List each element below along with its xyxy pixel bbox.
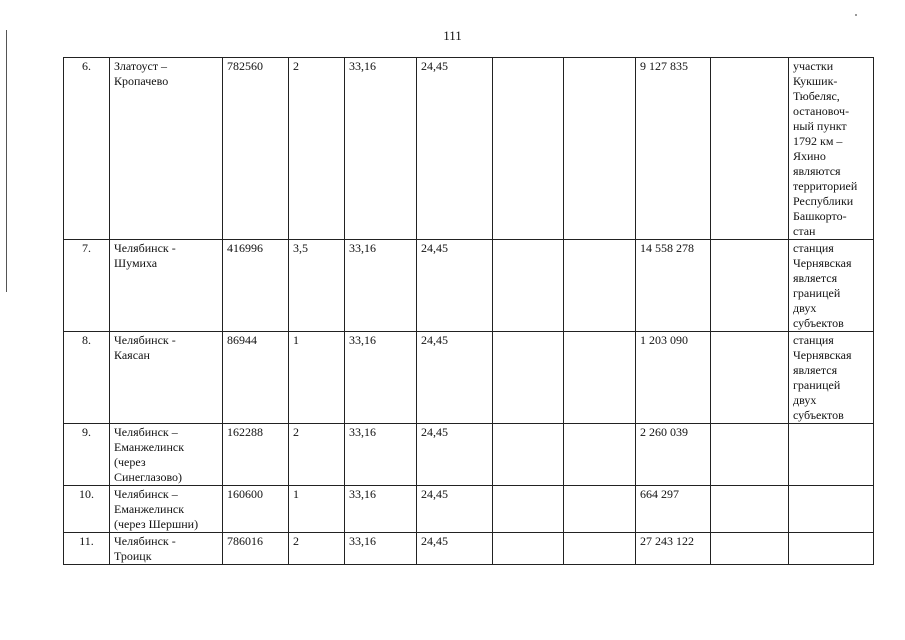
empty-cell bbox=[493, 332, 564, 424]
scan-mark bbox=[855, 14, 857, 16]
route-cell: Челябинск – Еманжелинск (через Шершни) bbox=[110, 486, 223, 533]
empty-cell bbox=[493, 240, 564, 332]
note-cell bbox=[789, 486, 874, 533]
table-row bbox=[64, 533, 874, 565]
amount-cell: 9 127 835 bbox=[636, 58, 711, 240]
distance-cell: 162288 bbox=[223, 424, 289, 486]
row-number-cell: 8. bbox=[64, 332, 110, 424]
factor-cell: 1 bbox=[289, 332, 345, 424]
amount-cell: 14 558 278 bbox=[636, 240, 711, 332]
empty-cell bbox=[564, 424, 636, 486]
factor-cell: 3,5 bbox=[289, 240, 345, 332]
page-number: 111 bbox=[443, 28, 462, 43]
amount-cell: 2 260 039 bbox=[636, 424, 711, 486]
rate2-cell: 24,45 bbox=[417, 240, 493, 332]
table-row bbox=[64, 486, 874, 533]
factor-cell: 2 bbox=[289, 533, 345, 565]
empty-cell bbox=[711, 486, 789, 533]
factor-cell: 2 bbox=[289, 424, 345, 486]
rate1-cell: 33,16 bbox=[345, 486, 417, 533]
note-cell bbox=[789, 533, 874, 565]
rate2-cell: 24,45 bbox=[417, 486, 493, 533]
route-cell: Челябинск - Троицк bbox=[110, 533, 223, 565]
route-cell: Челябинск - Каясан bbox=[110, 332, 223, 424]
factor-cell: 2 bbox=[289, 58, 345, 240]
distance-cell: 86944 bbox=[223, 332, 289, 424]
rate1-cell: 33,16 bbox=[345, 533, 417, 565]
rate2-cell: 24,45 bbox=[417, 424, 493, 486]
empty-cell bbox=[711, 240, 789, 332]
empty-cell bbox=[564, 486, 636, 533]
row-number-cell: 6. bbox=[64, 58, 110, 240]
rate1-cell: 33,16 bbox=[345, 332, 417, 424]
route-cell: Челябинск – Еманжелинск (через Синеглазово) bbox=[110, 424, 223, 486]
empty-cell bbox=[493, 533, 564, 565]
margin-line bbox=[6, 30, 7, 292]
table-row bbox=[64, 424, 874, 486]
route-cell: Златоуст – Кропачево bbox=[110, 58, 223, 240]
empty-cell bbox=[564, 240, 636, 332]
amount-cell: 27 243 122 bbox=[636, 533, 711, 565]
empty-cell bbox=[711, 332, 789, 424]
rate2-cell: 24,45 bbox=[417, 332, 493, 424]
empty-cell bbox=[564, 58, 636, 240]
empty-cell bbox=[493, 424, 564, 486]
rate2-cell: 24,45 bbox=[417, 58, 493, 240]
table-row bbox=[64, 58, 874, 240]
rate1-cell: 33,16 bbox=[345, 240, 417, 332]
row-number-cell: 7. bbox=[64, 240, 110, 332]
empty-cell bbox=[564, 533, 636, 565]
distance-cell: 160600 bbox=[223, 486, 289, 533]
rate2-cell: 24,45 bbox=[417, 533, 493, 565]
amount-cell: 1 203 090 bbox=[636, 332, 711, 424]
empty-cell bbox=[711, 533, 789, 565]
note-cell: станция Чернявская является границей двух субъектов bbox=[789, 332, 874, 424]
table-row bbox=[64, 240, 874, 332]
note-cell bbox=[789, 424, 874, 486]
factor-cell: 1 bbox=[289, 486, 345, 533]
distance-cell: 416996 bbox=[223, 240, 289, 332]
rate1-cell: 33,16 bbox=[345, 424, 417, 486]
row-number-cell: 10. bbox=[64, 486, 110, 533]
transport-table bbox=[63, 57, 874, 565]
empty-cell bbox=[564, 332, 636, 424]
rate1-cell: 33,16 bbox=[345, 58, 417, 240]
empty-cell bbox=[493, 58, 564, 240]
table-row bbox=[64, 332, 874, 424]
route-cell: Челябинск - Шумиха bbox=[110, 240, 223, 332]
row-number-cell: 9. bbox=[64, 424, 110, 486]
empty-cell bbox=[493, 486, 564, 533]
distance-cell: 782560 bbox=[223, 58, 289, 240]
distance-cell: 786016 bbox=[223, 533, 289, 565]
empty-cell bbox=[711, 424, 789, 486]
note-cell: станция Чернявская является границей двух субъектов bbox=[789, 240, 874, 332]
row-number-cell: 11. bbox=[64, 533, 110, 565]
amount-cell: 664 297 bbox=[636, 486, 711, 533]
note-cell: участки Кукшик- Тюбеляс, остановоч- ный пункт 1792 км – Яхино являются территорией Республики Башкорто- стан bbox=[789, 58, 874, 240]
empty-cell bbox=[711, 58, 789, 240]
